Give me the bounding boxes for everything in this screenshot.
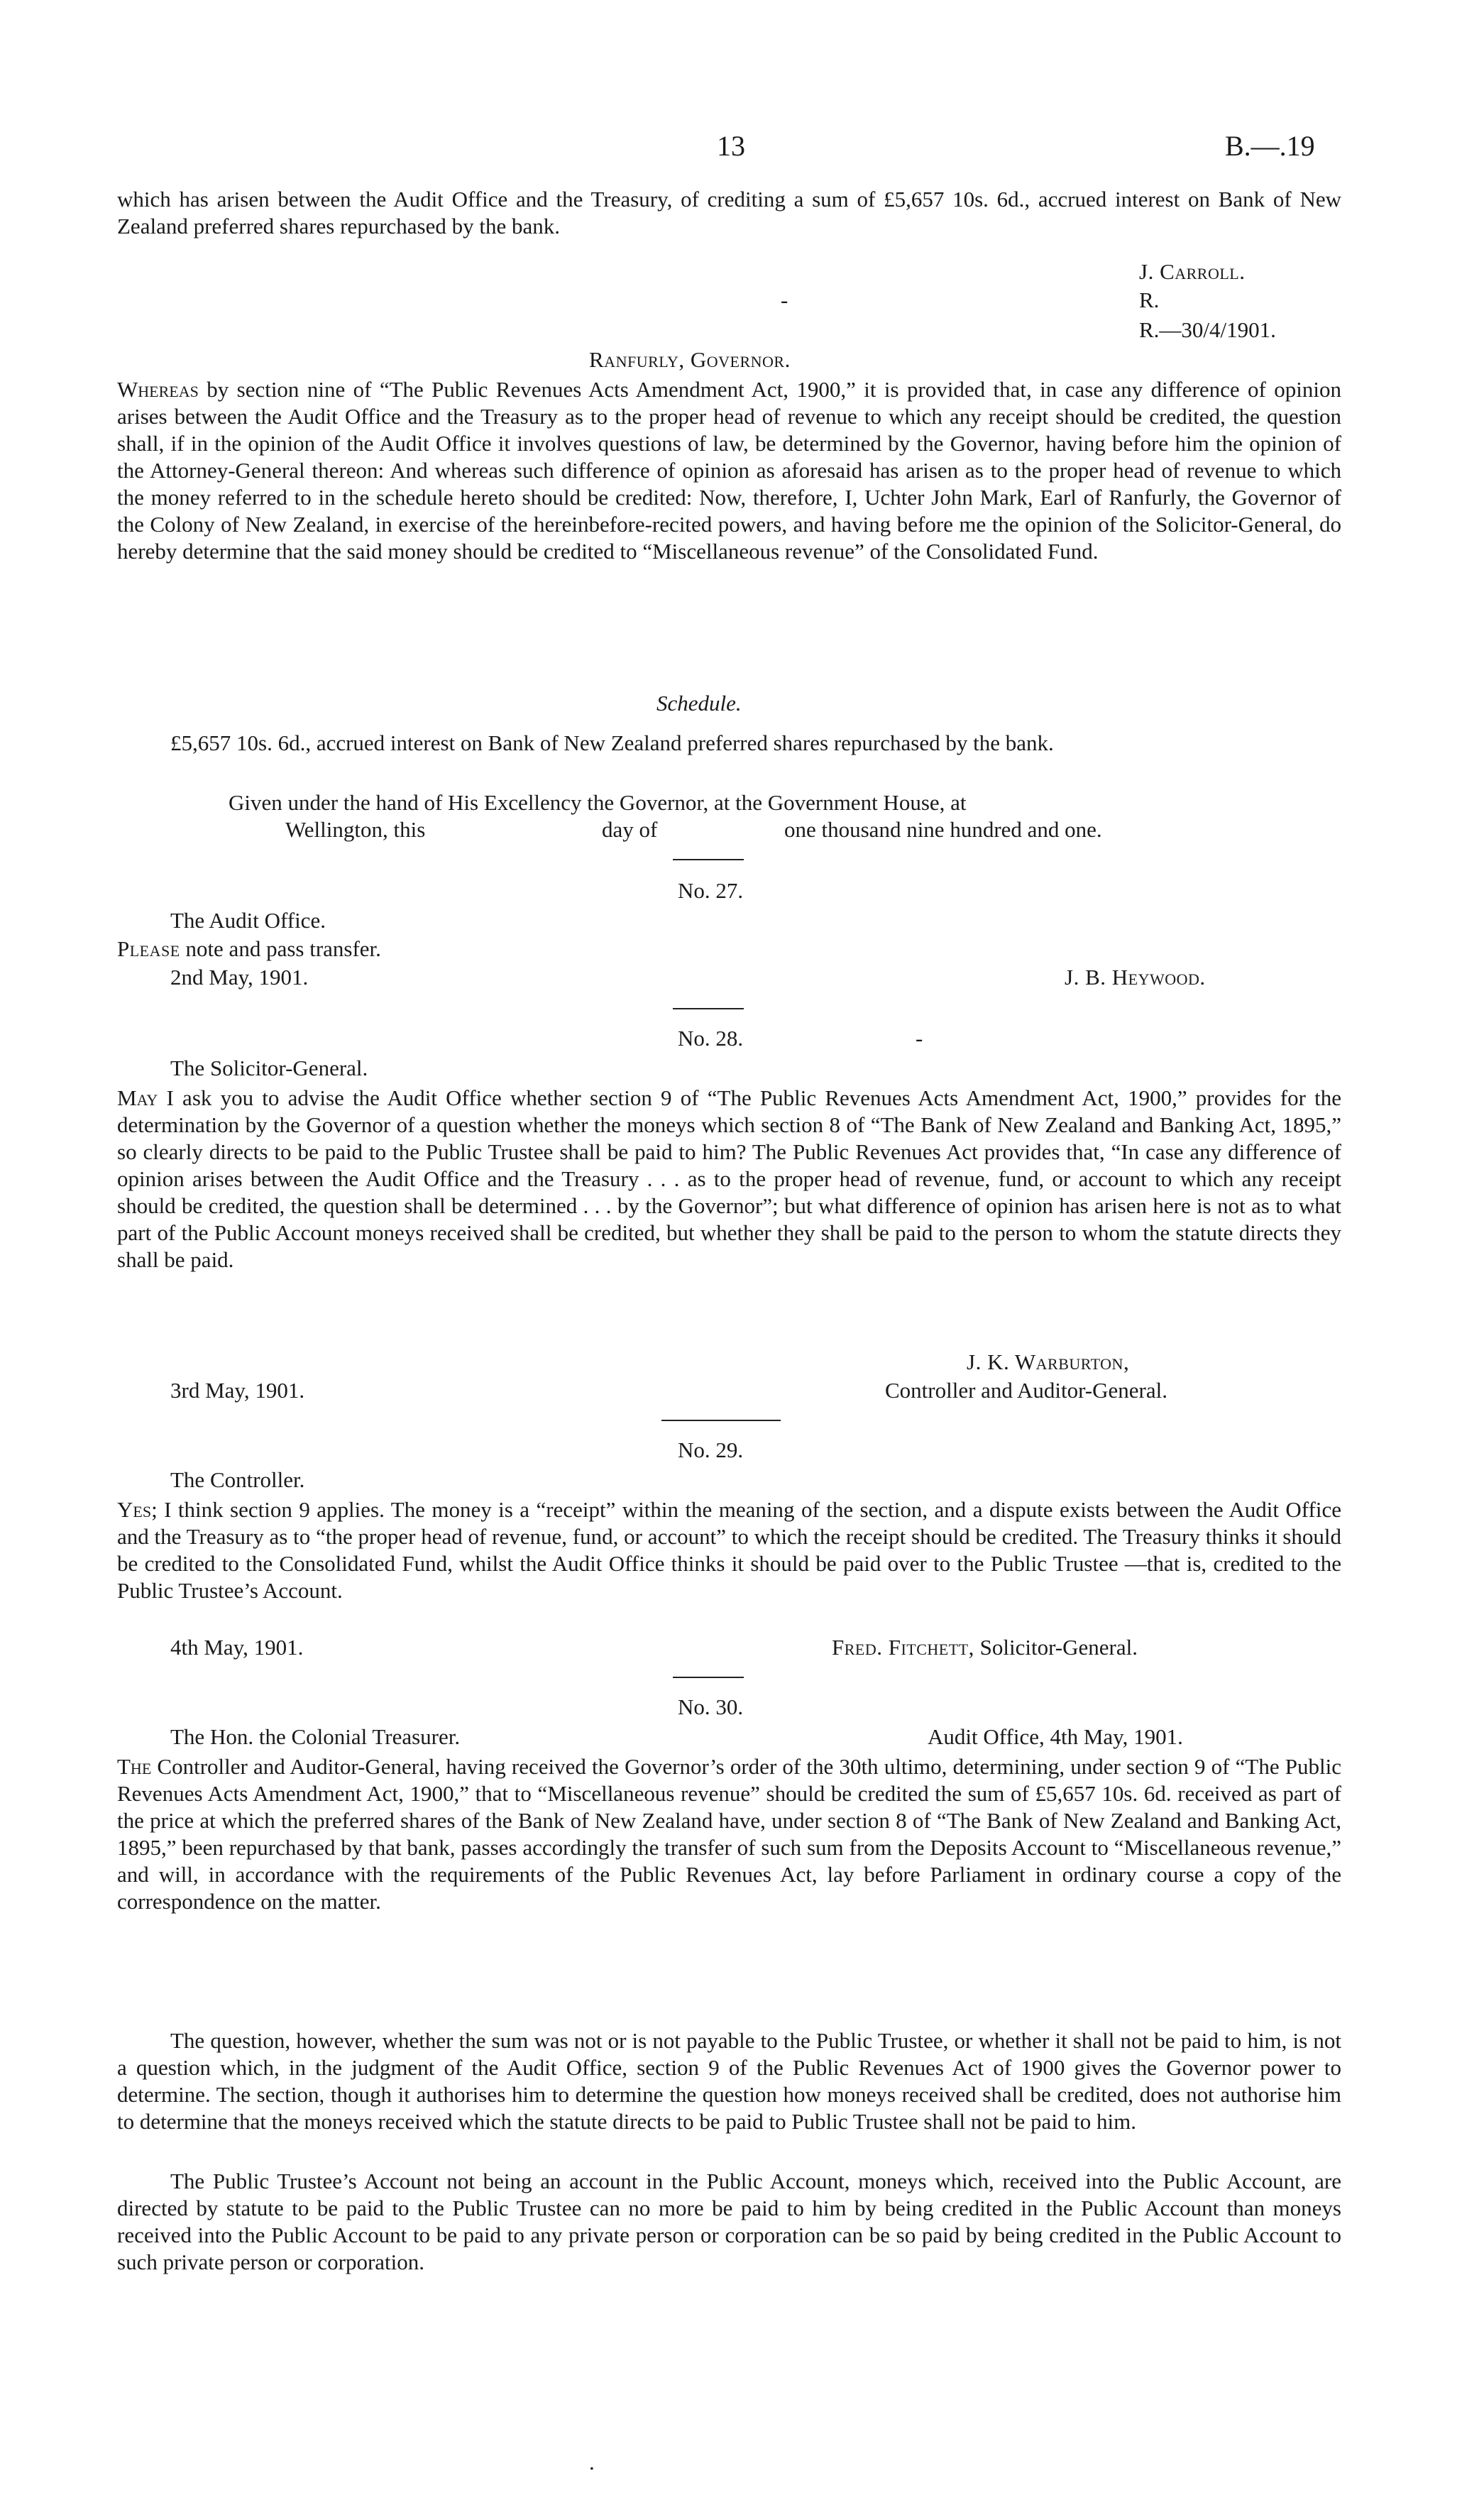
order-paragraph <box>117 376 1341 565</box>
no28-lead-word: May <box>117 1085 158 1110</box>
no30-addressee: The Hon. the Colonial Treasurer. <box>170 1724 461 1749</box>
no27-heading: No. 27. <box>678 878 744 903</box>
dash-mark: - <box>781 287 788 312</box>
no29-signature-title: Solicitor-General. <box>979 1635 1138 1660</box>
no28-title: Controller and Auditor-General. <box>885 1378 1167 1403</box>
no30-para1-body: Controller and Auditor-General, having received the Governor’s order of the 30th ultimo, determining, under section 9 of “The Public Revenues Acts Amendment Act, 1900,” that to “Miscellaneous revenue” should be credited the sum of £5,657 10s. 6d. received as part of the price at which the preferred shares of the Bank of New Zealand have, under section 8 of “The Bank of New Zealand and Banking Act, 1895,” been repurchased by that bank, passes accordingly the transfer of such sum from the Deposits Account to “Miscellaneous revenue,” and will, in accordance with the requirements of the Public Revenues Act, lay before Parliament in ordinary course a copy of the correspondence on the matter. <box>117 1754 1341 1914</box>
no27-instruction <box>117 936 381 963</box>
no30-paragraph-1 <box>117 1753 1341 1915</box>
divider <box>661 1420 781 1421</box>
order-body: by section nine of “The Public Revenues Acts Amendment Act, 1900,” it is provided that, in case any difference of opinion arises between the Audit Office and the Treasury as to the proper head of revenue to which any receipt should be credited, the question shall, if in the opinion of the Audit Office it involves questions of law, be determined by the Governor, having before him the opinion of the Attorney-General thereon: And whereas such difference of opinion as aforesaid has arisen as to the proper head of revenue to which the money referred to in the schedule hereto should be credited: Now, therefore, I, Uchter John Mark, Earl of Ranfurly, the Governor of the Colony of New Zealand, in exercise of the hereinbefore-recited powers, and having before me the opinion of the Solicitor-General, do hereby determine that the said money should be credited to “Miscellaneous revenue” of the Consolidated Fund. <box>117 377 1341 564</box>
no30-heading: No. 30. <box>678 1694 744 1719</box>
schedule-text: £5,657 10s. 6d., accrued interest on Bank of New Zealand preferred shares repurchased by the bank. <box>170 730 1054 755</box>
no27-signature: J. B. Heywood. <box>1065 965 1206 990</box>
no28-addressee: The Solicitor-General. <box>170 1056 368 1080</box>
no29-signature <box>832 1634 1138 1661</box>
no30-paragraph-3: The Public Trustee’s Account not being an account in the Public Account, moneys which, received into the Public Account, are directed by statute to be paid to the Public Trustee can no more be paid to him by being credited in the Public Account than moneys received into the Public Account to be paid to any private person or corporation can be so paid by being credited in the Public Account to such private person or corporation. <box>117 2169 1341 2274</box>
no30-lead-word: The <box>117 1754 152 1779</box>
no30-paragraph-2: The question, however, whether the sum was not or is not payable to the Public Trustee, or whether it shall not be paid to him, is not a question which, in the judgment of the Audit Office, section 9 of the Public Revenues Act of 1900 gives the Governor power to determine. The section, though it authorises him to determine the question how moneys received shall be credited, does not authorise him to determine that the moneys received which the statute directs to be paid to Public Trustee shall not be paid to him. <box>117 2028 1341 2134</box>
no27-body: note and pass transfer. <box>180 936 381 961</box>
given-line-2c: one thousand nine hundred and one. <box>784 817 1102 842</box>
no27-lead-word: Please <box>117 936 180 961</box>
order-title-text: Ranfurly, Governor. <box>589 347 791 372</box>
no28-heading: No. 28. <box>678 1026 744 1051</box>
no29-paragraph <box>117 1496 1341 1604</box>
footer-mark: . <box>589 2450 595 2475</box>
divider <box>673 1677 744 1678</box>
signature-carroll: J. Carroll. <box>1139 259 1246 284</box>
given-line-2b: day of <box>602 817 658 842</box>
divider <box>673 859 744 860</box>
no28-signature: J. K. Warburton, <box>967 1349 1130 1374</box>
no30-place-date: Audit Office, 4th May, 1901. <box>928 1724 1183 1749</box>
no29-heading: No. 29. <box>678 1437 744 1462</box>
no29-body: ; I think section 9 applies. The money is a “receipt” within the meaning of the section, and a dispute exists between the Audit Office and the Treasury as to “the proper head of revenue, fund, or account” to which the receipt should be credited. The Treasury thinks it should be credited to the Consolidated Fund, whilst the Audit Office thinks it should be paid over to the Public Trustee —that is, credited to the Public Trustee’s Account. <box>117 1497 1341 1603</box>
no28-paragraph <box>117 1085 1341 1273</box>
no29-date: 4th May, 1901. <box>170 1635 304 1660</box>
order-title <box>589 346 791 373</box>
no29-lead-word: Yes <box>117 1497 152 1522</box>
no29-addressee: The Controller. <box>170 1467 305 1492</box>
intro-paragraph: which has arisen between the Audit Office and the Treasury, of crediting a sum of £5,657 10s. 6d., accrued interest on Bank of New Zealand preferred shares repurchased by the bank. <box>117 187 1341 239</box>
given-line-1: Given under the hand of His Excellency the Governor, at the Government House, at <box>229 790 967 815</box>
signature-r: R. <box>1139 287 1160 312</box>
no28-body: I ask you to advise the Audit Office whether section 9 of “The Public Revenues Acts Amendment Act, 1900,” provides for the determination by the Governor of a question whether the moneys which section 8 of “The Bank of New Zealand and Banking Act, 1895,” so clearly directs to be paid to the Public Trustee shall be paid to him? The Public Revenues Act provides that, “In case any difference of opinion arises between the Audit Office and the Treasury . . . as to the proper head of revenue, fund, or account to which any receipt should be credited, the question shall be determined . . . by the Governor”; but what difference of opinion has arisen here is not as to what part of the Public Account moneys received shall be credited, but whether they shall be paid to the person to whom the statute directs they shall be paid. <box>117 1085 1341 1272</box>
no27-addressee: The Audit Office. <box>170 908 326 933</box>
no28-date: 3rd May, 1901. <box>170 1378 305 1403</box>
no29-signature-name: Fred. Fitchett, <box>832 1635 974 1660</box>
given-line-2a: Wellington, this <box>285 817 426 842</box>
order-lead-word: Whereas <box>117 377 199 402</box>
page-number: 13 <box>717 130 745 162</box>
schedule-heading: Schedule. <box>656 691 742 716</box>
document-reference: B.—.19 <box>1225 130 1315 162</box>
signature-date: R.—30/4/1901. <box>1139 317 1276 342</box>
divider <box>673 1008 744 1009</box>
dash-mark: - <box>916 1026 923 1051</box>
no27-date: 2nd May, 1901. <box>170 965 309 990</box>
